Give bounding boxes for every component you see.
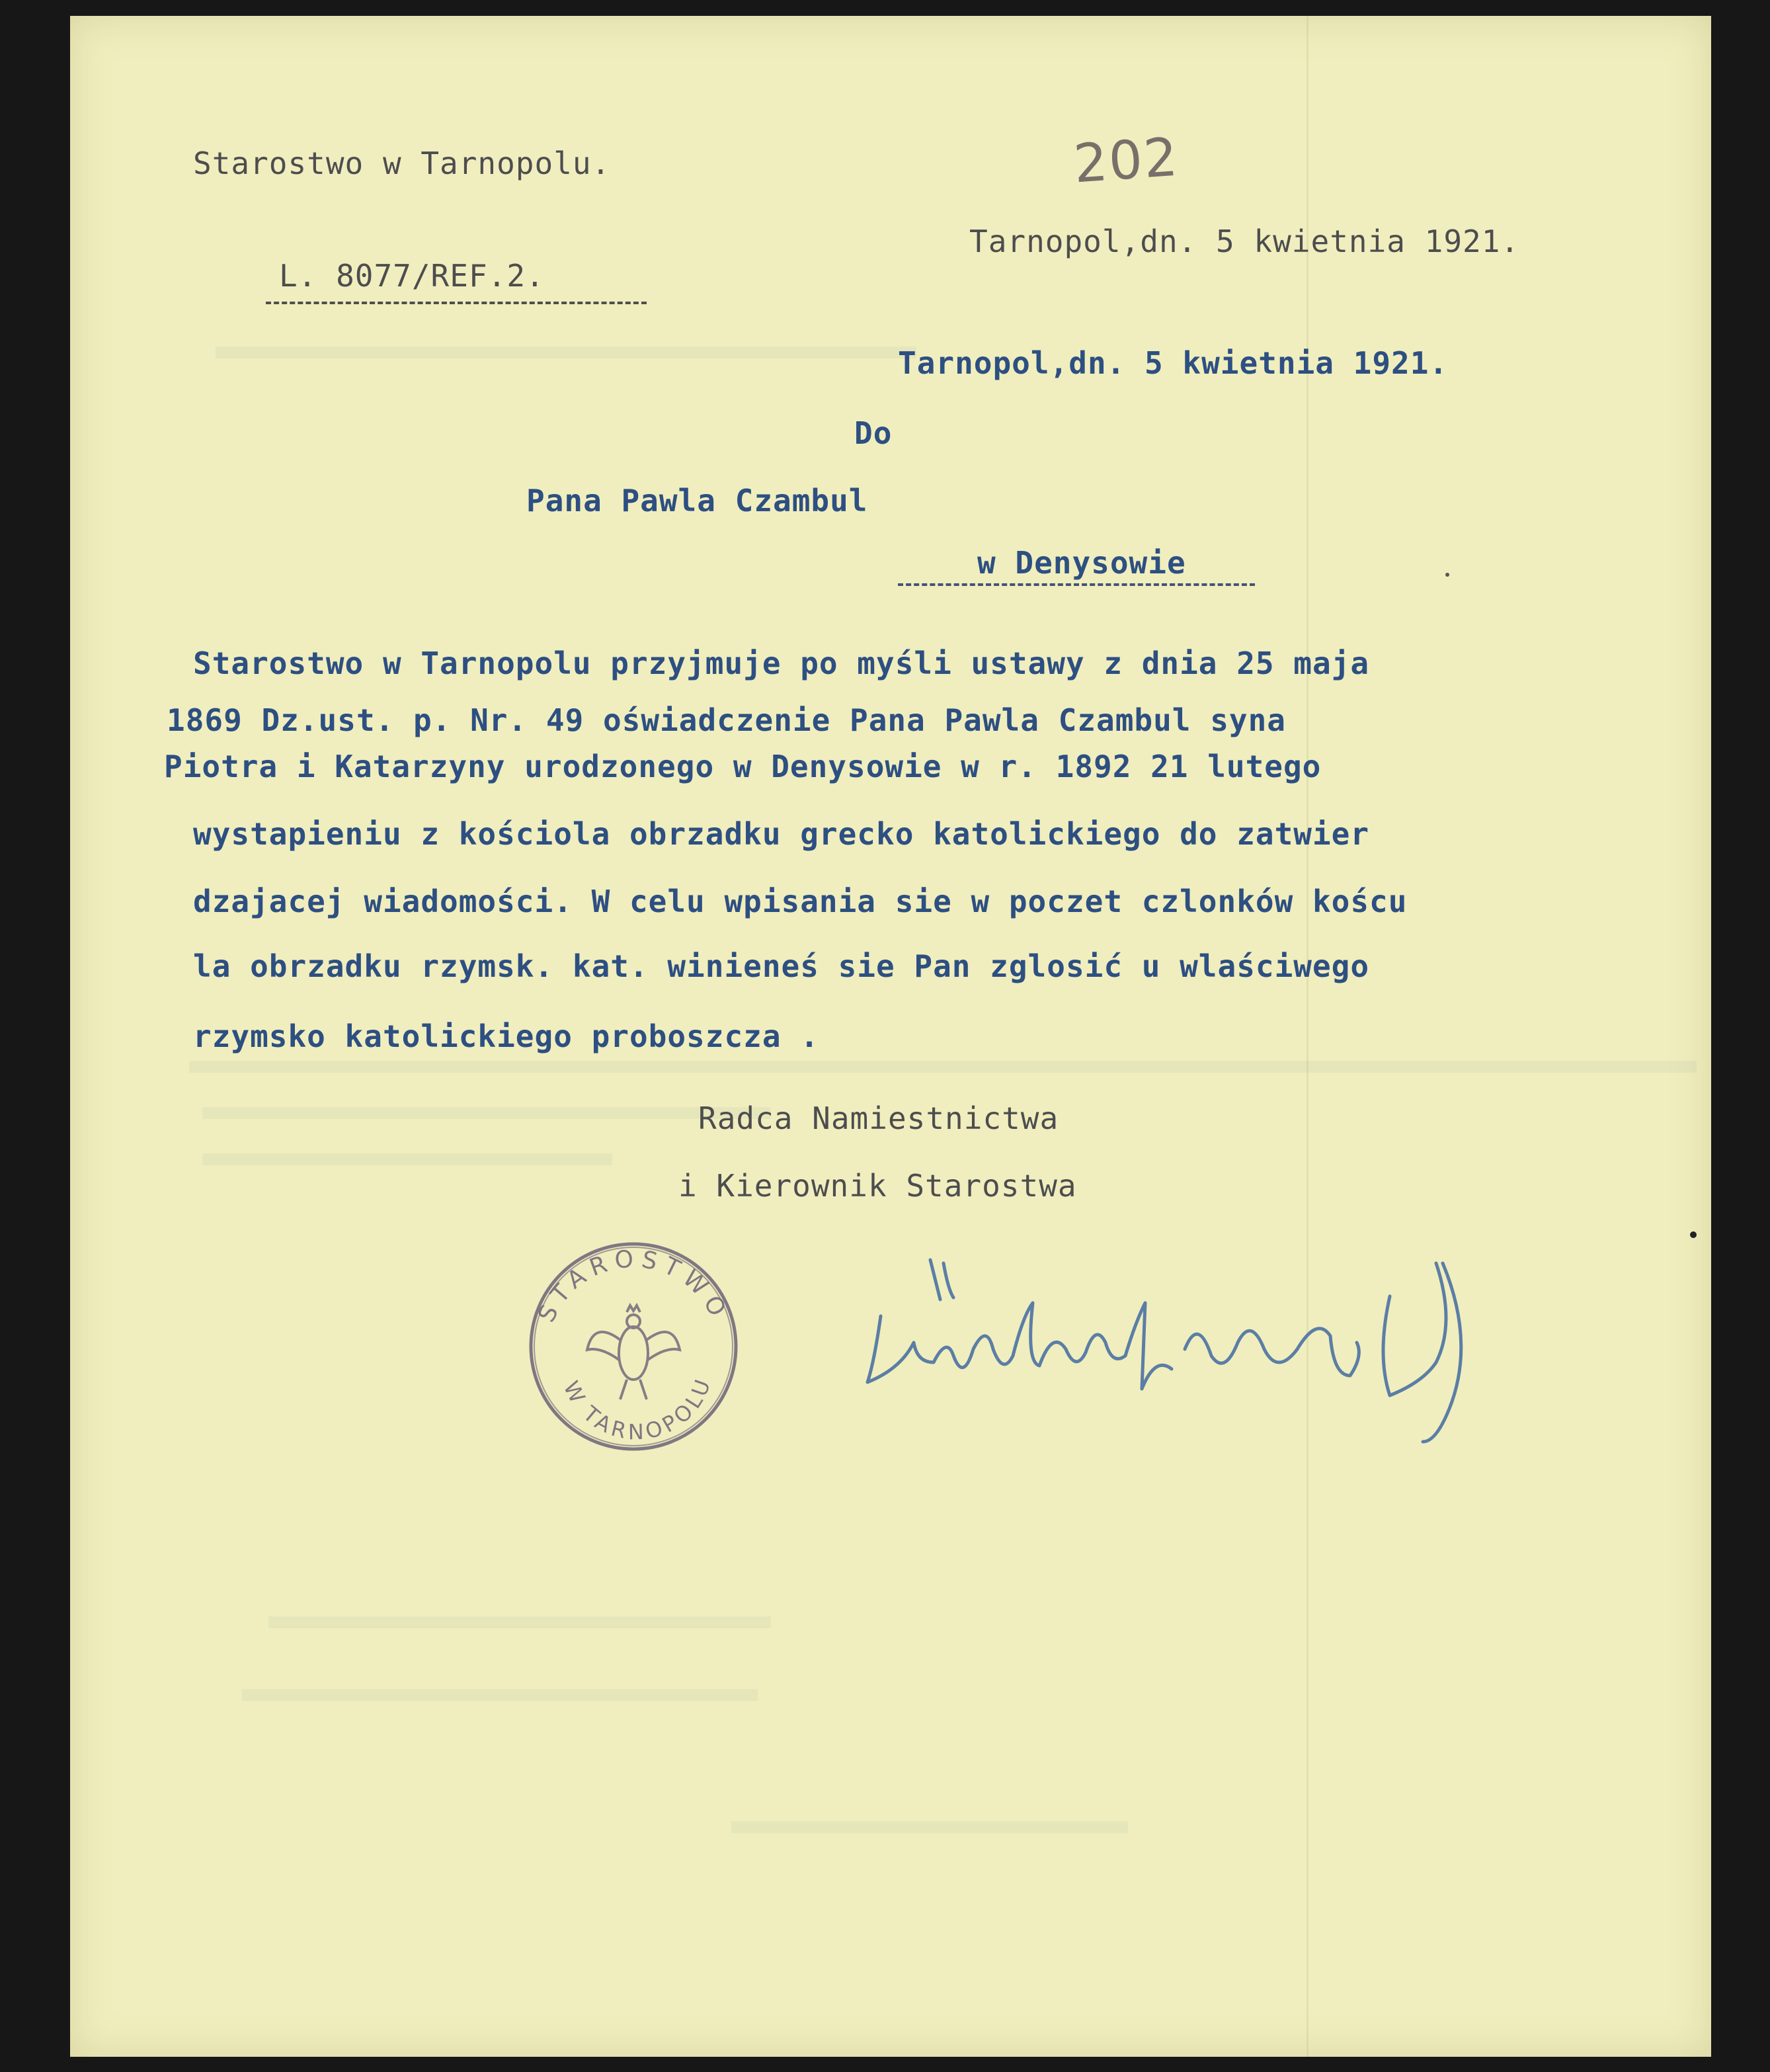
ghost-form-line: [189, 1061, 1697, 1073]
fold-line: [1307, 16, 1308, 2057]
office-name: Starostwo w Tarnopolu.: [193, 145, 611, 181]
signatory-title-2: i Kierownik Starostwa: [678, 1168, 1077, 1204]
document-sheet: [70, 16, 1711, 2057]
date-top: Tarnopol,dn. 5 kwietnia 1921.: [969, 224, 1520, 259]
to-label: Do: [854, 415, 893, 451]
ghost-form-line: [731, 1821, 1128, 1833]
archive-number: 202: [1071, 126, 1181, 195]
reference-number: L. 8077/REF.2.: [279, 258, 545, 294]
recipient-place: w Denysowie: [977, 545, 1186, 581]
reference-underline: [266, 302, 647, 304]
stamp-text-bottom: W TARNOPOLU: [558, 1372, 717, 1445]
signatory-title-1: Radca Namiestnictwa: [698, 1100, 1059, 1136]
official-stamp: [521, 1234, 746, 1459]
recipient-name: Pana Pawla Czambul: [526, 483, 868, 518]
ink-dot: [1445, 573, 1449, 577]
ghost-form-line: [268, 1616, 771, 1628]
ghost-form-line: [216, 347, 916, 358]
body-line-7: rzymsko katolickiego proboszcza .: [193, 1018, 819, 1054]
body-line-3: Piotra i Katarzyny urodzonego w Denysowie w r. 1892 21 lutego: [164, 749, 1322, 784]
ink-dot: [1690, 1231, 1697, 1238]
body-line-4: wystapieniu z kościola obrzadku grecko katolickiego do zatwier: [193, 816, 1370, 852]
eagle-emblem-icon: [587, 1305, 680, 1399]
ghost-form-line: [202, 1153, 612, 1165]
body-line-2: 1869 Dz.ust. p. Nr. 49 oświadczenie Pana Pawla Czambul syna: [167, 702, 1286, 738]
recipient-underline: [898, 583, 1255, 586]
ghost-form-line: [202, 1107, 771, 1119]
body-line-1: Starostwo w Tarnopolu przyjmuje po myśli ustawy z dnia 25 maja: [193, 645, 1370, 681]
ghost-form-line: [242, 1689, 758, 1701]
stamp-text-top: STAROSTWO: [533, 1245, 734, 1327]
letter-date: Tarnopol,dn. 5 kwietnia 1921.: [898, 345, 1449, 381]
body-line-5: dzajacej wiadomości. W celu wpisania sie w poczet czlonków koścu: [193, 884, 1408, 919]
body-line-6: la obrzadku rzymsk. kat. winieneś sie Pan zglosić u wlaściwego: [193, 948, 1370, 984]
handwritten-signature: [775, 1223, 1515, 1462]
